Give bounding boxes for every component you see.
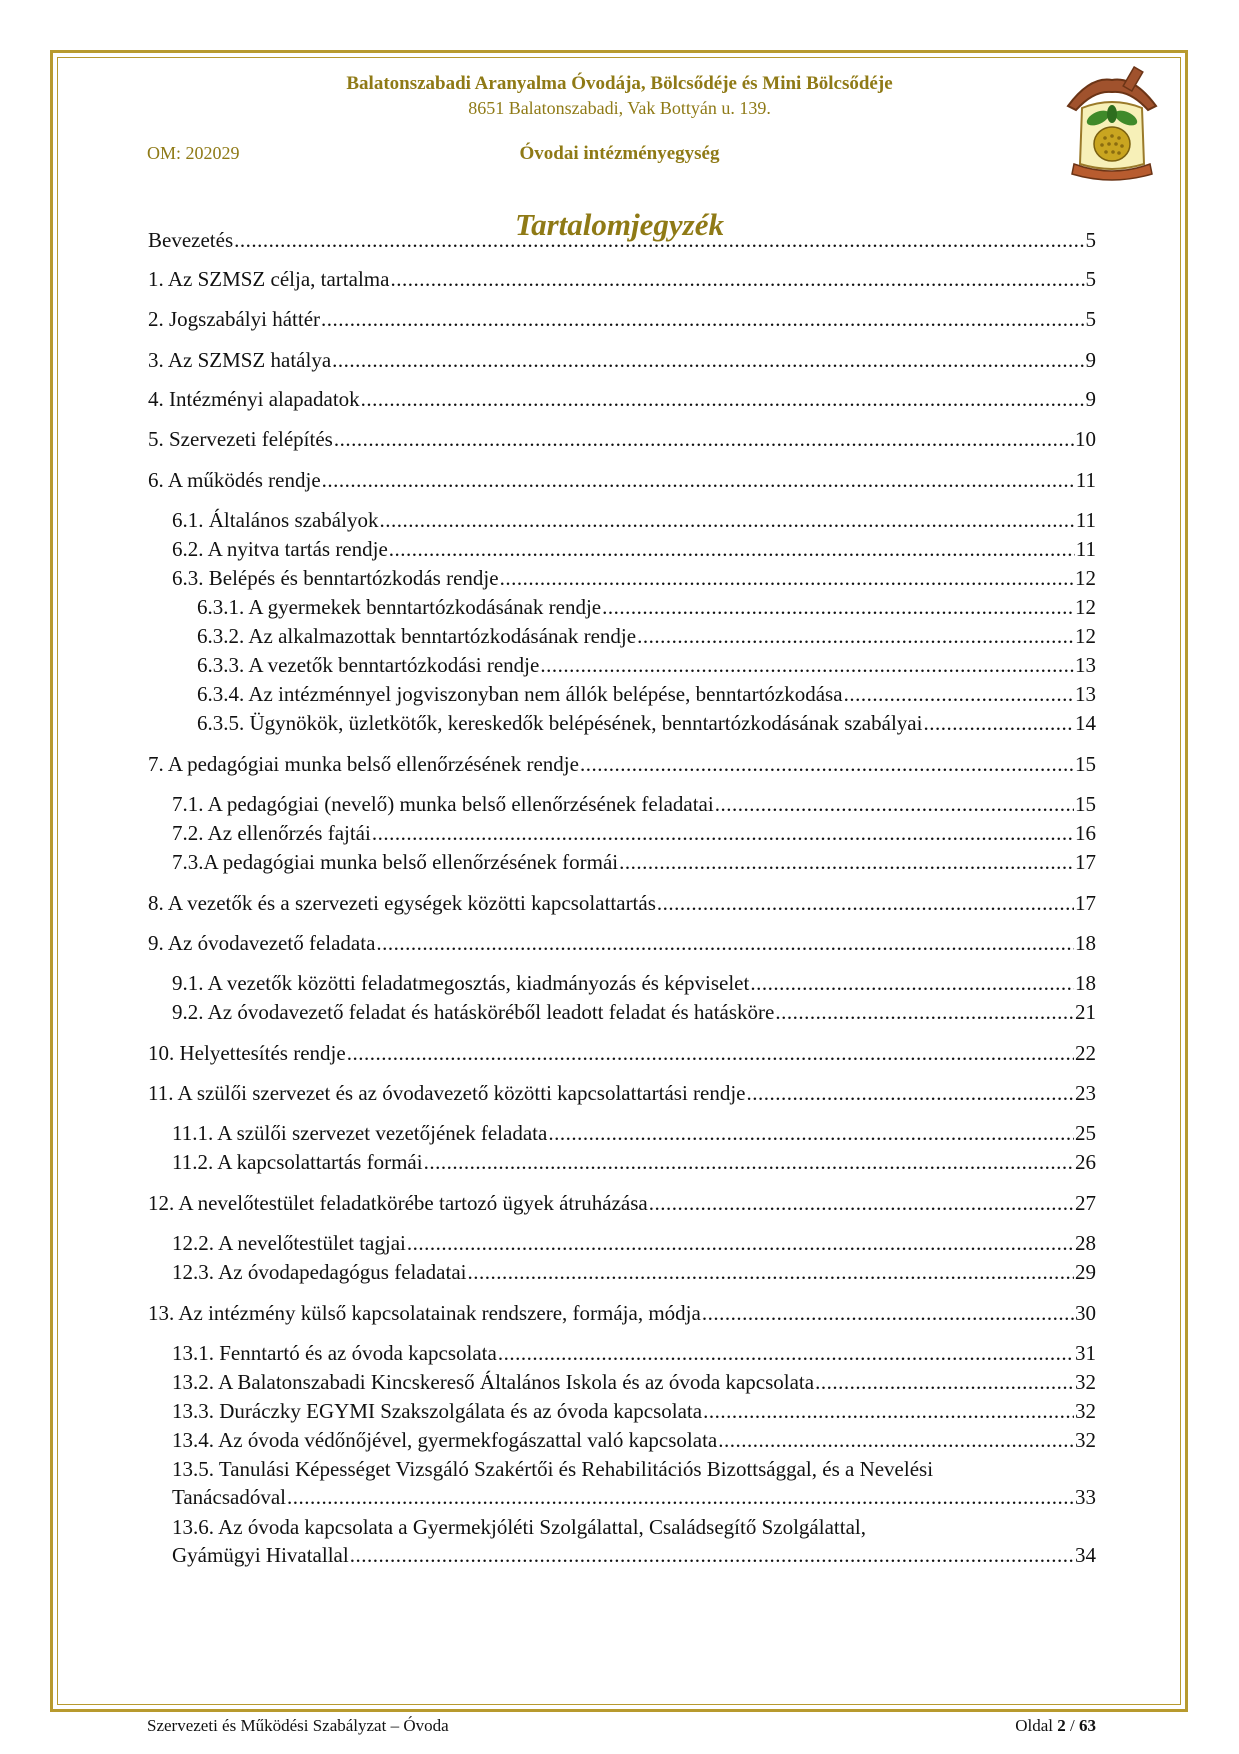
toc-entry-title: Bevezetés [148, 228, 234, 252]
toc-entry-page: 11 [1075, 537, 1096, 561]
toc-entry[interactable] [148, 346, 1096, 374]
toc-entry-title: 4. Intézményi alapadatok [148, 387, 360, 411]
toc-dot-leader [234, 226, 1084, 254]
toc-entry[interactable] [172, 1229, 1096, 1257]
toc-entry-page: 10 [1075, 427, 1096, 451]
toc-entry[interactable] [197, 651, 1096, 679]
toc-entry[interactable] [172, 1148, 1096, 1176]
toc-entry[interactable] [197, 709, 1096, 737]
toc-entry-page: 31 [1075, 1341, 1096, 1365]
toc-entry[interactable] [172, 1455, 1096, 1511]
toc-entry-title: 1. Az SZMSZ célja, tartalma [148, 267, 390, 291]
toc-entry[interactable] [148, 385, 1096, 413]
toc-entry-page: 33 [1075, 1485, 1096, 1509]
toc-entry-page: 9 [1085, 348, 1096, 372]
toc-entry-page: 12 [1075, 566, 1096, 590]
toc-entry-title: 11. A szülői szervezet és az óvodavezető közötti kapcsolattartási rendje [148, 1081, 746, 1105]
toc-entry[interactable] [172, 1258, 1096, 1286]
toc-entry[interactable] [172, 535, 1096, 563]
toc-entry-title: 6.2. A nyitva tartás rendje [172, 537, 388, 561]
toc-entry[interactable] [172, 1368, 1096, 1396]
toc-entry[interactable] [197, 593, 1096, 621]
footer-page-number [1015, 1716, 1096, 1736]
toc-entry[interactable] [148, 1039, 1096, 1067]
toc-entry[interactable] [197, 622, 1096, 650]
toc-entry-title: 9.1. A vezetők közötti feladatmegosztás, kiadmányozás és képviselet [172, 971, 750, 995]
toc-entry-title: 13. Az intézmény külső kapcsolatainak rendszere, formája, módja [148, 1301, 701, 1325]
toc-entry-title: 13.2. A Balatonszabadi Kincskereső Általános Iskola és az óvoda kapcsolata [172, 1370, 815, 1394]
toc-dot-leader [815, 1368, 1074, 1396]
toc-dot-leader [498, 1339, 1074, 1367]
toc-entry[interactable] [148, 226, 1096, 254]
toc-entry-title: 5. Szervezeti felépítés [148, 427, 333, 451]
toc-entry[interactable] [148, 466, 1096, 494]
toc-entry-title: 3. Az SZMSZ hatálya [148, 348, 332, 372]
toc-dot-leader [580, 750, 1074, 778]
toc-entry-page: 32 [1075, 1399, 1096, 1423]
institution-name: Balatonszabadi Aranyalma Óvodája, Bölcsődéje és Mini Bölcsődéje [346, 73, 893, 94]
toc-dot-leader [322, 466, 1075, 494]
toc-entry[interactable] [172, 998, 1096, 1026]
toc-entry[interactable] [172, 564, 1096, 592]
toc-entry[interactable] [148, 889, 1096, 917]
toc-entry-page: 11 [1075, 508, 1096, 532]
footer-document-title: Szervezeti és Működési Szabályzat – Óvoda [147, 1716, 449, 1735]
toc-dot-leader [702, 1299, 1074, 1327]
toc-dot-leader [715, 790, 1074, 818]
toc-entry-title: Tanácsadóval [172, 1485, 286, 1509]
toc-entry[interactable] [148, 265, 1096, 293]
toc-entry-title: 6.3.2. Az alkalmazottak benntartózkodásának rendje [197, 624, 637, 648]
toc-entry-page: 13 [1075, 682, 1096, 706]
toc-entry[interactable] [172, 1513, 1096, 1569]
toc-entry[interactable] [172, 1119, 1096, 1147]
toc-entry-title: 9.2. Az óvodavezető feladat és hatásköréből leadott feladat és hatásköre [172, 1000, 775, 1024]
toc-entry-page: 12 [1075, 624, 1096, 648]
toc-entry-line2 [172, 1483, 1096, 1511]
toc-entry-page: 28 [1075, 1231, 1096, 1255]
toc-entry[interactable] [148, 1189, 1096, 1217]
toc-entry[interactable] [148, 425, 1096, 453]
toc-dot-leader [923, 709, 1074, 737]
toc-entry-page: 9 [1085, 387, 1096, 411]
toc-entry-title: 6.3.1. A gyermekek benntartózkodásának rendje [197, 595, 602, 619]
toc-dot-leader [602, 593, 1074, 621]
toc-entry-title: 9. Az óvodavezető feladata [148, 931, 376, 955]
toc-dot-leader [703, 1397, 1074, 1425]
toc-entry[interactable] [172, 790, 1096, 818]
toc-entry-title: 6.3.3. A vezetők benntartózkodási rendje [197, 653, 540, 677]
toc-entry-title: 6.3.4. Az intézménnyel jogviszonyban nem állók belépése, benntartózkodása [197, 682, 843, 706]
toc-entry-title: 13.4. Az óvoda védőnőjével, gyermekfogászattal való kapcsolata [172, 1428, 718, 1452]
toc-entry-title: 12. A nevelőtestület feladatkörébe tartozó ügyek átruházása [148, 1191, 648, 1215]
toc-entry-page: 15 [1075, 752, 1096, 776]
toc-entry-page: 18 [1075, 971, 1096, 995]
toc-entry[interactable] [172, 1426, 1096, 1454]
toc-entry-page: 14 [1075, 711, 1096, 735]
om-code: OM: 202029 [147, 143, 240, 163]
toc-entry[interactable] [172, 506, 1096, 534]
toc-entry-title: Gyámügyi Hivatallal [172, 1543, 349, 1567]
toc-entry-title: 11.1. A szülői szervezet vezetőjének feladata [172, 1121, 548, 1145]
toc-entry-page: 29 [1075, 1260, 1096, 1284]
toc-dot-leader [361, 385, 1085, 413]
toc-entry-title: 6.3.5. Ügynökök, üzletkötők, kereskedők belépésének, benntartózkodásának szabályai [197, 711, 923, 735]
toc-dot-leader [540, 651, 1074, 679]
toc-dot-leader [389, 535, 1075, 563]
toc-entry-page: 11 [1075, 468, 1096, 492]
toc-dot-leader [321, 305, 1084, 333]
toc-dot-leader [372, 819, 1074, 847]
toc-entry-title-line1: 13.5. Tanulási Képességet Vizsgáló Szakértői és Rehabilitációs Bizottsággal, és a Nevelési [172, 1457, 934, 1481]
toc-dot-leader [649, 1189, 1074, 1217]
toc-entry-page: 26 [1075, 1150, 1096, 1174]
toc-entry-title: 6. A működés rendje [148, 468, 321, 492]
toc-dot-leader [619, 848, 1074, 876]
toc-dot-leader [347, 1039, 1074, 1067]
toc-entry-title: 13.3. Duráczky EGYMI Szakszolgálata és az óvoda kapcsolata [172, 1399, 703, 1423]
footer-page-label: Oldal [1015, 1716, 1054, 1735]
toc-entry[interactable] [148, 1299, 1096, 1327]
toc-entry-title: 2. Jogszabályi háttér [148, 307, 321, 331]
toc-entry-page: 5 [1085, 307, 1096, 331]
toc-entry-title: 12.3. Az óvodapedagógus feladatai [172, 1260, 467, 1284]
toc-entry-page: 30 [1075, 1301, 1096, 1325]
toc-entry-page: 27 [1075, 1191, 1096, 1215]
unit-name: Óvodai intézményegység [519, 143, 720, 164]
toc-entry-page: 25 [1075, 1121, 1096, 1145]
toc-entry[interactable] [148, 305, 1096, 333]
toc-entry-page: 32 [1075, 1370, 1096, 1394]
institution-address: 8651 Balatonszabadi, Vak Bottyán u. 139. [468, 98, 771, 118]
footer-page-separator: / [1065, 1716, 1079, 1735]
bell-apple-logo-icon [1060, 66, 1164, 184]
toc-dot-leader [718, 1426, 1074, 1454]
toc-dot-leader [747, 1079, 1075, 1107]
toc-entry-title: 7.2. Az ellenőrzés fajtái [172, 821, 371, 845]
toc-dot-leader [750, 969, 1074, 997]
toc-dot-leader [390, 265, 1084, 293]
toc-entry-title: 10. Helyettesítés rendje [148, 1041, 346, 1065]
toc-entry-page: 17 [1075, 850, 1096, 874]
toc-entry-title: 6.1. Általános szabályok [172, 508, 379, 532]
toc-entry-page: 23 [1075, 1081, 1096, 1105]
toc-title: Tartalomjegyzék [515, 207, 724, 242]
toc-entry-page: 34 [1075, 1543, 1096, 1567]
toc-entry[interactable] [172, 848, 1096, 876]
toc-entry-page: 15 [1075, 792, 1096, 816]
toc-entry[interactable] [148, 1079, 1096, 1107]
toc-dot-leader [407, 1229, 1074, 1257]
toc-entry-title: 7. A pedagógiai munka belső ellenőrzésének rendje [148, 752, 579, 776]
toc-entry-page: 18 [1075, 931, 1096, 955]
toc-entry[interactable] [172, 819, 1096, 847]
toc-dot-leader [424, 1148, 1074, 1176]
toc-dot-leader [657, 889, 1074, 917]
toc-entry-title: 7.3.A pedagógiai munka belső ellenőrzésének formái [172, 850, 619, 874]
toc-dot-leader [376, 929, 1074, 957]
toc-entry-page: 16 [1075, 821, 1096, 845]
toc-entry[interactable] [172, 969, 1096, 997]
toc-dot-leader [500, 564, 1074, 592]
toc-entry[interactable] [148, 929, 1096, 957]
toc-entry-page: 21 [1075, 1000, 1096, 1024]
toc-entry-page: 5 [1085, 267, 1096, 291]
toc-entry-page: 12 [1075, 595, 1096, 619]
toc-dot-leader [468, 1258, 1075, 1286]
toc-dot-leader [379, 506, 1074, 534]
toc-entry-page: 32 [1075, 1428, 1096, 1452]
toc-dot-leader [287, 1483, 1074, 1511]
toc-dot-leader [332, 346, 1084, 374]
toc-dot-leader [350, 1541, 1074, 1569]
toc-dot-leader [844, 680, 1074, 708]
toc-entry-title: 13.1. Fenntartó és az óvoda kapcsolata [172, 1341, 497, 1365]
footer-page-current: 2 [1057, 1716, 1066, 1735]
toc-entry-title: 7.1. A pedagógiai (nevelő) munka belső ellenőrzésének feladatai [172, 792, 714, 816]
toc-entry[interactable] [148, 750, 1096, 778]
toc-entry-line2 [172, 1541, 1096, 1569]
toc-entry-title: 6.3. Belépés és benntartózkodás rendje [172, 566, 499, 590]
toc-entry-title: 12.2. A nevelőtestület tagjai [172, 1231, 406, 1255]
toc-dot-leader [548, 1119, 1074, 1147]
toc-entry-title: 8. A vezetők és a szervezeti egységek közötti kapcsolattartás [148, 891, 656, 915]
toc-entry-page: 5 [1085, 228, 1096, 252]
toc-entry-title: 11.2. A kapcsolattartás formái [172, 1150, 423, 1174]
toc-entry-title-line1: 13.6. Az óvoda kapcsolata a Gyermekjóléti Szolgálattal, Családsegítő Szolgálattal, [172, 1515, 866, 1539]
footer-page-total: 63 [1079, 1716, 1096, 1735]
toc-entry-page: 17 [1075, 891, 1096, 915]
toc-dot-leader [775, 998, 1074, 1026]
toc-dot-leader [334, 425, 1074, 453]
toc-dot-leader [637, 622, 1074, 650]
toc-entry-page: 13 [1075, 653, 1096, 677]
toc-entry[interactable] [172, 1339, 1096, 1367]
toc-entry-page: 22 [1075, 1041, 1096, 1065]
toc-entry[interactable] [172, 1397, 1096, 1425]
toc-entry[interactable] [197, 680, 1096, 708]
